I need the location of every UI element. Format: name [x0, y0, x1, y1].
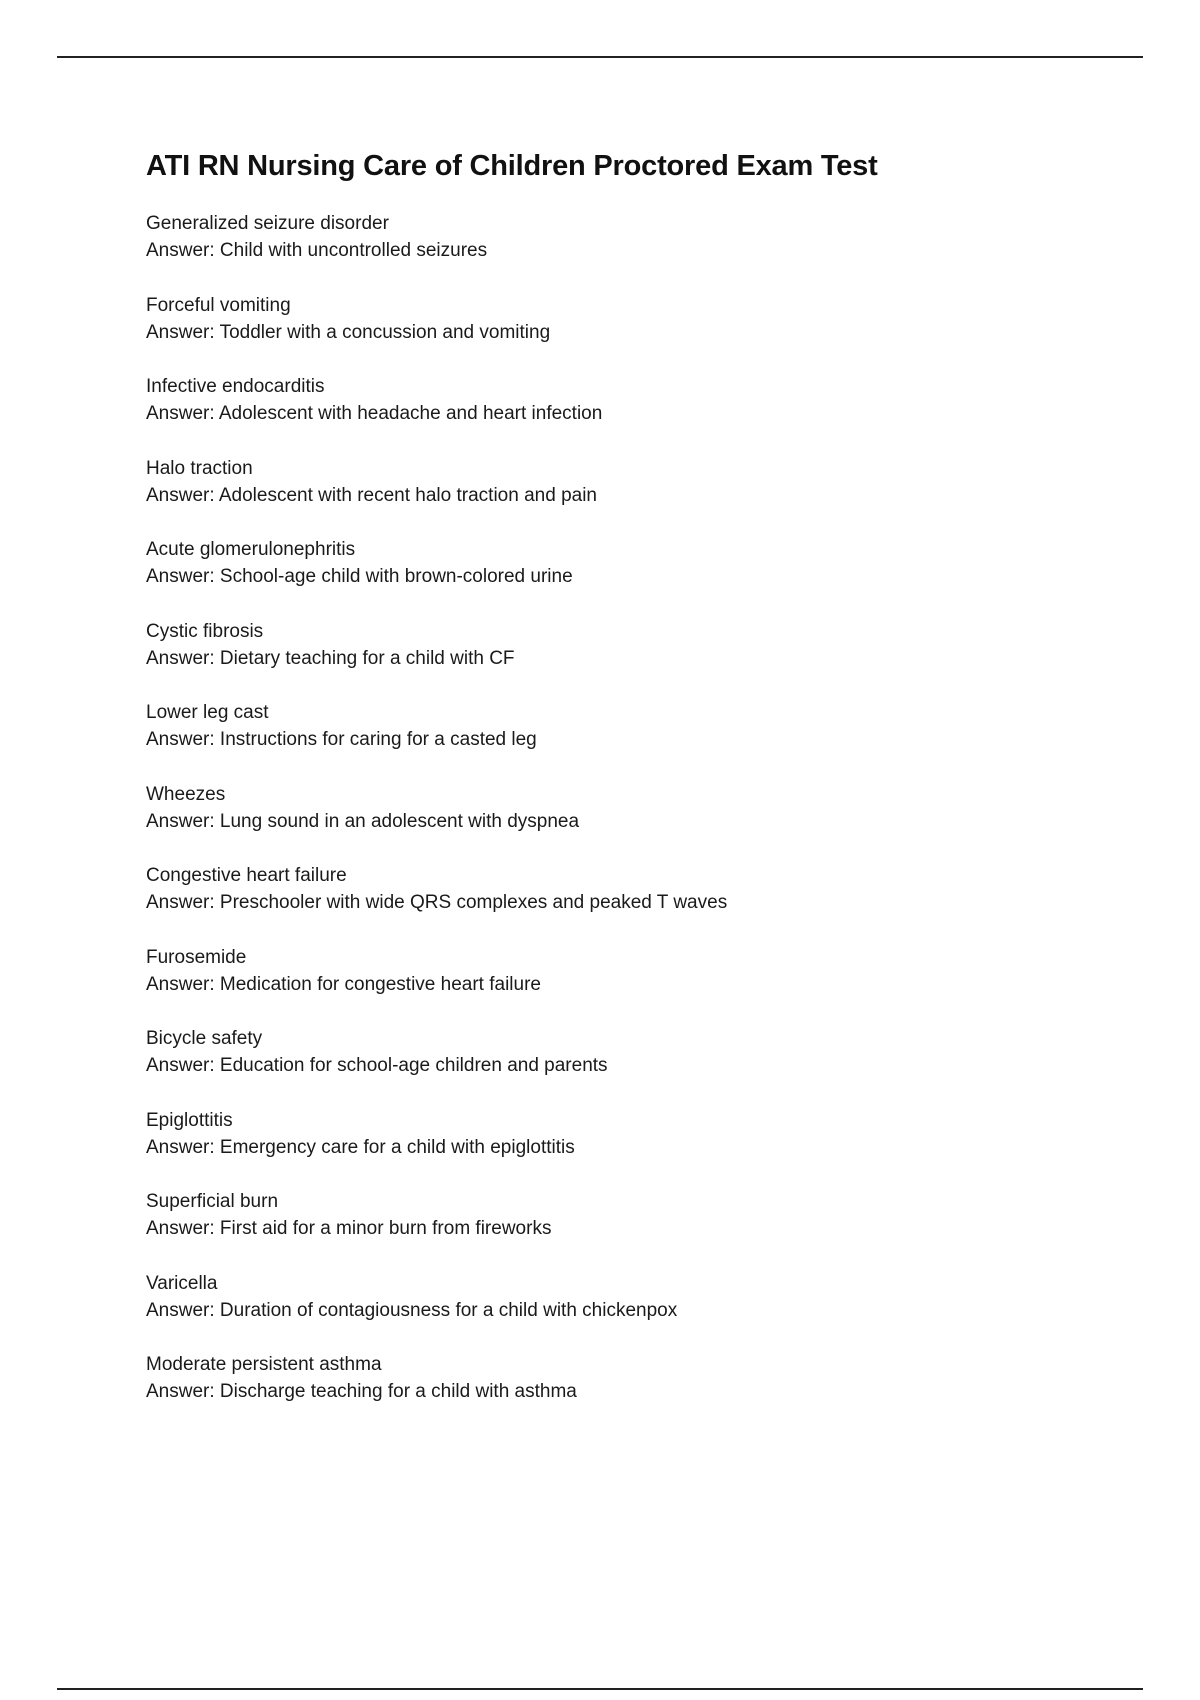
- qa-question: Epiglottitis: [146, 1109, 233, 1131]
- qa-question: Superficial burn: [146, 1191, 279, 1212]
- qa-item: [146, 862, 1106, 944]
- footer-rule: [57, 1688, 1143, 1690]
- qa-item: [146, 1270, 1106, 1352]
- qa-answer: Answer: Discharge teaching for a child with asthma: [146, 1381, 577, 1402]
- qa-answer: Answer: Instructions for caring for a casted leg: [146, 729, 537, 750]
- qa-answer: Answer: Lung sound in an adolescent with dyspnea: [146, 810, 580, 832]
- qa-question: Cystic fibrosis: [146, 620, 264, 642]
- qa-item: [146, 781, 1106, 863]
- qa-answer: Answer: Emergency care for a child with epiglottitis: [146, 1136, 575, 1158]
- qa-answer: Answer: Child with uncontrolled seizures: [146, 240, 488, 261]
- qa-item: [146, 536, 1106, 618]
- qa-item: [146, 373, 1106, 455]
- qa-answer: Answer: Preschooler with wide QRS complexes and peaked T waves: [146, 892, 728, 913]
- qa-question: Wheezes: [146, 783, 226, 805]
- qa-question: Lower leg cast: [146, 702, 269, 723]
- qa-item: [146, 944, 1106, 1026]
- document-title: ATI RN Nursing Care of Children Proctored Exam Test: [146, 150, 878, 182]
- qa-answer: Answer: Dietary teaching for a child with CF: [146, 647, 515, 669]
- qa-item: [146, 210, 1106, 292]
- qa-item: [146, 292, 1106, 374]
- qa-question: Acute glomerulonephritis: [146, 539, 356, 560]
- qa-question: Halo traction: [146, 457, 253, 479]
- qa-question: Bicycle safety: [146, 1028, 263, 1049]
- qa-question: Forceful vomiting: [146, 294, 291, 316]
- qa-question: Generalized seizure disorder: [146, 213, 389, 234]
- qa-item: [146, 1188, 1106, 1270]
- qa-answer: Answer: Duration of contagiousness for a child with chickenpox: [146, 1299, 678, 1321]
- qa-list: [146, 210, 1106, 1433]
- qa-item: [146, 1351, 1106, 1433]
- header-rule: [57, 56, 1143, 58]
- qa-item: [146, 618, 1106, 700]
- qa-question: Congestive heart failure: [146, 865, 347, 886]
- qa-item: [146, 1025, 1106, 1107]
- qa-answer: Answer: Adolescent with recent halo traction and pain: [146, 484, 597, 506]
- qa-question: Infective endocarditis: [146, 376, 325, 397]
- qa-answer: Answer: Education for school-age children and parents: [146, 1055, 608, 1076]
- qa-question: Varicella: [146, 1272, 218, 1294]
- qa-answer: Answer: Medication for congestive heart failure: [146, 973, 541, 995]
- qa-item: [146, 455, 1106, 537]
- document-body: [146, 148, 1106, 1433]
- qa-item: [146, 1107, 1106, 1189]
- qa-answer: Answer: School-age child with brown-colored urine: [146, 566, 573, 587]
- qa-item: [146, 699, 1106, 781]
- qa-question: Moderate persistent asthma: [146, 1354, 382, 1375]
- qa-answer: Answer: Toddler with a concussion and vomiting: [146, 321, 551, 343]
- qa-answer: Answer: Adolescent with headache and heart infection: [146, 403, 603, 424]
- qa-answer: Answer: First aid for a minor burn from fireworks: [146, 1218, 552, 1239]
- qa-question: Furosemide: [146, 946, 247, 968]
